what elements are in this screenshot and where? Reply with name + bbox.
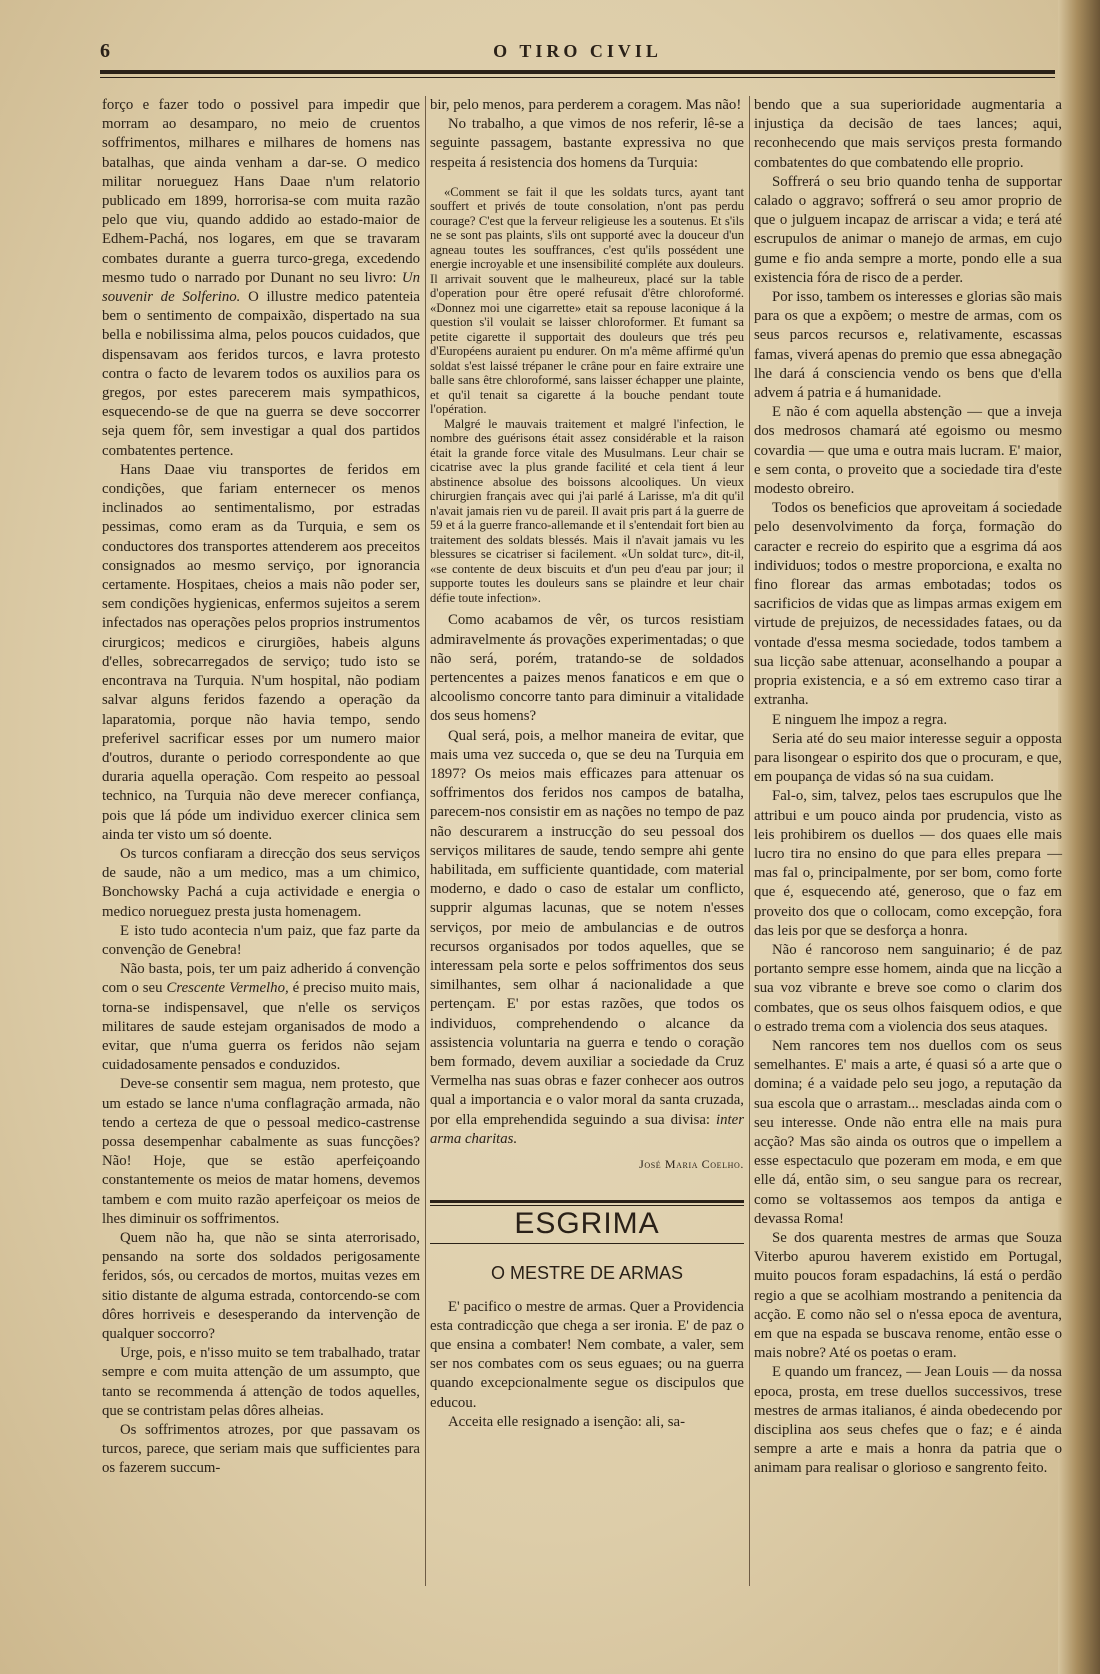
section-rule [430,1243,744,1244]
header-rule-thin [100,77,1055,78]
paragraph: Se dos quarenta mestres de armas que Souza Viterbo apurou haverem existido em Portugal, muito poucos foram espadachins, lá está o perdão regio a que se acolhiam mostrando a penitencia da acção. E como não sel o n'essa epoca de aventura, em que na espada se buscava renome, então esse o mais nobre? Até os poetas o eram. [754,1229,1062,1362]
running-title: O TIRO CIVIL [493,41,662,61]
paragraph: E quando um francez, — Jean Louis — da nossa epoca, prosta, em trese duellos successivos, trese mestres de armas italianos, é ainda obedecendo por disciplina aos seus chefes que o faz; e é ainda sempre a arte e mais a honra da patria que o animam para realisar o glorioso e sangrento feito. [754,1364,1062,1477]
paragraph: Como acabamos de vêr, os turcos resistiam admiravelmente ás provações experimentadas; o que não será, porém, tratando-se de soldados pertencentes a paizes menos fanaticos e em que o alcoolismo concorre tanto para diminuir a vitalidade dos seus homens? [430,612,744,725]
paragraph: Não é rancoroso nem sanguinario; é de paz portanto sempre esse homem, ainda que na licção a sua voz vibrante e breve soe como o clarim dos combates, que os seus olhos faisquem odios, e que o estrado trema com a violencia dos seus ataques. [754,941,1062,1035]
paragraph: E' pacifico o mestre de armas. Quer a Providencia esta contradicção que chega a ser ironia. E' de paz o que ensina a combater! Nem combate, a valer, sem ser nos combates com os seus eguaes; ou na guerra quando excepcionalmente segue os discipulos que educou. [430,1298,744,1411]
paragraph: E ninguem lhe impoz a regra. [772,711,948,728]
paragraph: forço e fazer todo o possivel para impedir que morram ao desamparo, no meio de cruentos soffrimentos, milhares e milhares de homens nas batalhas, que ainda venham a dar-se. O medico militar norueguez Hans Daae n'um relatorio publicado em 1899, horrorisa-se com muita razão pelo que viu, quando addido ao estado-maior de Edhem-Pachá, nos logares, em que se travaram combates durante a guerra turco-grega, excedendo mesmo tudo o narrado por Dunant no seu livro: Un souvenir de Solferino. O illustre medico patenteia bem o sentimento de compaixão, dispertado na sua bella e nobilissima alma, pelos poucos cuidados, que dispensavam aos feridos turcos, e lavra protesto contra o facto de levarem todos os auxilios para os gregos, por estes parecerem mais sympathicos, esquecendo-se de que na guerra se deve soccorrer seja quem fôr, sem investigar a qual dos partidos combatentes pertence. [102,97,421,459]
paragraph: Por isso, tambem os interesses e glorias são mais para os que a expõem; o mestre de armas, com os seus parcos recursos e, relativamente, escassas famas, viverá apenas do premio que essa abnegação lhe dará á consciencia vendo os bens que d'ella advem á patria e á humanidade. [754,289,1062,402]
section-heading: ESGRIMA [514,1207,660,1241]
paragraph: Nem rancores tem nos duellos com os seus semelhantes. E' mais a arte, é quasi só a arte que o domina; é a vaidade pelo seu jogo, a reputação da sua escola que o arrastam... mescladas ainda com o seu interesse. Onde não entra elle na mais pura acção? Mas são ainda os outros que o impellem a esse espectaculo que pozeram em moda, e em que elle dá, então sim, o seu sangue para os recrear, como se voltassemos aos tempos da antiga e devassa Roma! [754,1037,1062,1227]
paragraph: Os turcos confiaram a direcção dos seus serviços de saude, não a um medico, mas a um chimico, Bonchowsky Pachá a cuja actividade e energia o medico norueguez presta justa homenagem. [102,845,420,920]
column-divider [425,96,426,1586]
column-1 [102,96,420,1479]
paragraph: Não basta, pois, ter um paiz adherido á convenção com o seu Crescente Vermelho, é preciso muito mais, torna-se indispensavel, que n'elle os serviços militares de saude estejam organisados de modo a evitar, que n'uma guerra os feridos não sejam cuidadosamente pensados e conduzidos. [102,961,420,1074]
paragraph: E não é com aquella abstenção — que a inveja dos medrosos chamará até egoismo ou mesmo covardia — que uma e outra mais lucram. E' maior, e sem conta, o proveito que a sociedade tira d'este modesto obreiro. [754,404,1062,498]
column-2 [430,96,744,1432]
author-signature: José Maria Coelho. [639,1157,744,1171]
paragraph: bendo que a sua superioridade augmentaria a injustiça da decisão de taes lances; aqui, reconhecendo que mais serviços presta formando combatentes do que combatendo elle proprio. [754,97,1062,171]
column-3 [754,96,1062,1479]
section-separator-thin [430,1205,744,1206]
paragraph: No trabalho, a que vimos de nos referir, lê-se a seguinte passagem, bastante expressiva no que respeita á resistencia dos homens da Turquia: [430,116,744,171]
paragraph: Hans Daae viu transportes de feridos em condições, que fariam enternecer os menos inclinados ao sentimentalismo, por estradas pessimas, como eram as da Turquia, e sem os conductores dos transportes attenderem aos preceitos consignados ao mesmo serviço, por ignorancia certamente. Hospitaes, cheios a mais não poder ser, sem condições hygienicas, enfermos sujeitos a serem infectados nas operações pelos proprios instrumentos cirurgicos; medicos e cirurgiões, habeis alguns d'elles, sobrecarregados de serviço; tudo isto se encontrava na Turquia. N'um hospital, não podiam salvar alguns feridos fazendo a operação da laparatomia, porque não havia tempo, sendo preferivel sacrificar esses por um numero maior d'outros, durante o periodo correspondente ao que duraria aquella operação. Com respeito ao pessoal technico, na Turquia não deve merecer confiança, pois que lá póde um individuo exercer clinica sem ainda ter visto um só doente. [102,461,420,843]
block-quote [430,185,744,606]
paragraph: Seria até do seu maior interesse seguir a opposta para lisongear o espirito dos que o procuram, e que, em poupança de vidas só na sua cuidam. [754,730,1062,786]
paragraph: Soffrerá o seu brio quando tenha de supportar calado o aggravo; soffrerá o seu amor proprio de que o julguem incapaz de arriscar a vida; e terá até escrupulos de animar o manejo de armas, em cujo gume e fio anda sempre a morte, pondo elle a sua existencia fóra de risco de a perder. [754,173,1062,286]
paragraph: Acceita elle resignado a isenção: ali, sa- [448,1413,686,1430]
paragraph: Todos os beneficios que aproveitam á sociedade pelo desenvolvimento da força, formação do caracter e recreio do espirito que a esgrima dá aos individuos; todos o mestre proporciona, e exalta no fino florear das armas embotadas; todos os sacrificios de vidas que as limpas armas exigem em virtude de prejuizos, de necessidades fataes, ou da vontade d'essa mesma sociedade, todos tambem a sua licção sabe attenuar, aconselhando a poupar a propria existencia, e a só em extremo caso tirar a extranha. [754,500,1062,709]
section-separator [430,1200,744,1203]
motto: inter arma charitas. [430,1111,744,1147]
paragraph: Fal-o, sim, talvez, pelos taes escrupulos que lhe attribui e um pouco ainda por prudencia, visto as leis prohibirem os duellos — dos quaes elle mais lucro tira no ensino do que para elles prepara — mas fal o, principalmente, por ser bom, como forte que é, esquecendo até, generoso, que o faz em proveito dos que o collocam, como excepção, fora das leis por que se desforça a honra. [754,788,1062,939]
paragraph: Deve-se consentir sem magua, nem protesto, que um estado se lance n'uma conflagração armada, não tendo a certeza de que o pessoal medico-castrense possa desempenhar cabalmente as suas funcções? Não! Hoje, que se estão aperfeiçoando constantemente os meios de matar homens, devemos tambem e com muito razão aperfeiçoar os meios de lhes diminuir os soffrimentos. [102,1076,420,1227]
italic-term: Crescente Vermelho, [166,980,289,997]
paragraph: Qual será, pois, a melhor maneira de evitar, que mais uma vez succeda o, que se deu na Turquia em 1897? Os meios mais efficazes para attenuar os soffrimentos dos feridos nos campos de batalha, parecem-nos consistir em as nações no tempo de paz não descurarem a instrucção do seu pessoal dos serviços militares de saude, tendo sempre ahi gente habilitada, em sufficiente quantidade, com material moderno, e dado o caso de estalar um conflicto, supprir algumas lacunas, que se notem n'esses serviços, por meio de ambulancias e de outros recursos organisados por todos aquelles, que se interessam pela sorte e pelos soffrimentos dos seus similhantes, sem olhar á nacionalidade a que pertençam. E' por estas razões, que todos os individuos, comprehendendo o alcance da assistencia voluntaria na guerra e tendo o coração bem formado, devem auxiliar a sociedade da Cruz Vermelha nas suas obras e fazer conhecer aos outros qual a importancia e o valor moral da santa cruzada, por ella emprehendida seguindo a sua divisa: inter arma charitas. [430,727,744,1147]
page-number: 6 [100,40,110,62]
quote-paragraph: Malgré le mauvais traitement et malgré l'infection, le nombre des guérisons était assez considérable et la raison était la grande force vitale des Musulmans. Leur chair se cicatrise avec la plus grande facilité et cela tient á leur abstinence absolue des boissons alcooliques. Un vieux chirurgien français avec qui j'ai parlé á Larisse, m'a dit qu'il n'avait jamais rien vu de pareil. Il avait pris part á la guerre de 59 et á la guerre franco-allemande et il s'entendait fort bien au traitement des soldats blessés. Mais il n'avait jamais vu les blessures se cicatriser si facilement. «Un soldat turc», dit-il, «se contente de deux biscuits et d'un peu d'eau par jour; il supporte toutes les douleurs sans se plaindre et leur chair défie toute infection». [430,416,744,605]
article-title: O MESTRE DE ARMAS [490,1263,684,1284]
paragraph: bir, pelo menos, para perderem a coragem. Mas não! [430,97,742,113]
column-divider [749,96,750,1586]
header-rule [100,70,1055,74]
paragraph: Quem não ha, que não se sinta aterrorisado, pensando na sorte dos soldados perigosamente feridos, sós, ou cercados de mortos, muitas vezes em sitio distante de alguma estrada, contorcendo-se com dôres horriveis e desesperando da intervenção de qualquer soccorro? [102,1229,420,1342]
paragraph: E isto tudo acontecia n'um paiz, que faz parte da convenção de Genebra! [102,922,420,958]
page-binding-shadow [1058,0,1100,1674]
paragraph: Urge, pois, e n'isso muito se tem trabalhado, tratar sempre e com muita attenção de um assumpto, que tanto se recommenda á attenção de todos aquelles, que se contristam pelas dôres alheias. [102,1345,420,1419]
book-title: Un souvenir de Solferino. [102,269,421,306]
page-header [100,40,1055,62]
quote-paragraph: «Comment se fait il que les soldats turcs, ayant tant souffert et privés de toute consolation, n'ont pas perdu courage? C'est que la ferveur religieuse les a soutenus. Et s'ils ne se sont pas plaints, s'ils ont supporté avec la douceur d'un agneau toutes les souffrances, c'est qu'ils possédent une energie incroyable et une insensibilité compléte aux douleurs. Il arrivait souvent que le malheureux, placé sur la table d'operation pour être operé refusait d'être chloroformé. «Donnez moi une cigarrette» etait sa repouse laconique á la question s'il voulait se laisser chloroformer. Et fumant sa petite cigarette il supportait des douleurs que trés peu d'Européens auraient pu endurer. On m'a même affirmé qu'un soldat s'est laissé trépaner le crâne pour en faire extraire une balle sans être chloroformé, sans laisser échapper une plainte, et qu'il tenait sa cigarette á la bouche pendant toute l'opération. [430,184,744,417]
paragraph: Os soffrimentos atrozes, por que passavam os turcos, parece, que seriam mais que sufficientes para os fazerem succum- [102,1422,420,1477]
